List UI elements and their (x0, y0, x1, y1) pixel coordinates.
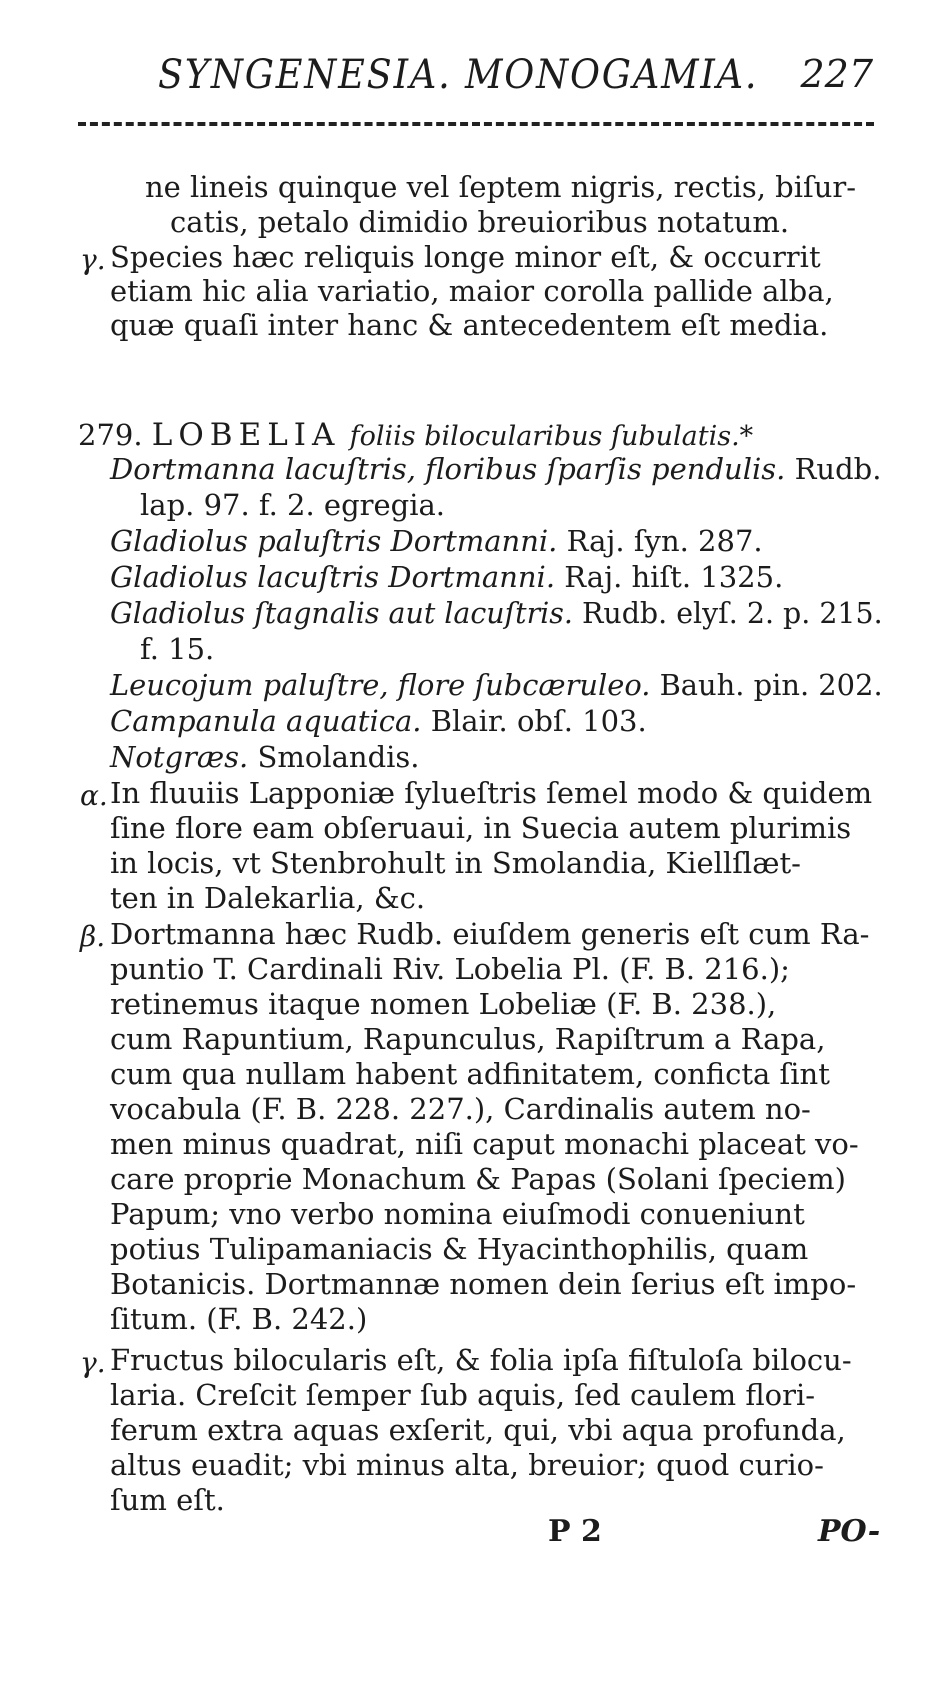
header-rule (78, 122, 874, 126)
beta-line: Papum; vno verbo nomina eiuſmodi conueniunt (110, 1197, 805, 1231)
synonym-ref: Bauh. pin. 202. (659, 668, 883, 702)
synonym-line (110, 560, 783, 594)
page-number: 227 (800, 52, 873, 96)
beta-line: retinemus itaque nomen Lobeliæ (F. B. 238.), (110, 987, 777, 1021)
beta-line: cum Rapuntium, Rapunculus, Rapiſtrum a Rapa, (110, 1022, 826, 1056)
synonym-line (110, 596, 883, 630)
gamma-line: quæ quaſi inter hanc & antecedentem eſt media. (110, 308, 829, 342)
gamma2-line: altus euadit; vbi minus alta, breuior; quod curio- (110, 1448, 824, 1482)
synonym-ref: Raj. hiſt. 1325. (564, 560, 784, 594)
intro-line: catis, petalo dimidio breuioribus notatum. (170, 205, 790, 239)
synonym-ref: Smolandis. (257, 740, 420, 774)
synonym-ref: f. 15. (140, 632, 215, 666)
synonym-line (110, 524, 763, 558)
genus-name: LOBELIA (151, 417, 341, 453)
synonym-name: Leucojum paluſtre, flore ſubcæruleo. (110, 668, 651, 702)
variety-beta-marker: β. (80, 920, 106, 953)
beta-line: potius Tulipamaniacis & Hyacinthophilis, quam (110, 1232, 809, 1266)
diagnosis: foliis bilocularibus ſubulatis.* (349, 421, 754, 452)
beta-line: Botanicis. Dortmannæ nomen dein ſerius eſt impo- (110, 1267, 857, 1301)
beta-line: puntio T. Cardinali Riv. Lobelia Pl. (F. B. 216.); (110, 952, 790, 986)
gamma2-line: Fructus bilocularis eſt, & folia ipſa fiſtuloſa bilocu- (110, 1343, 852, 1377)
beta-line: Dortmanna hæc Rudb. eiuſdem generis eſt cum Ra- (110, 917, 870, 951)
entry-heading (78, 418, 753, 454)
synonym-name: Dortmanna lacuſtris, floribus ſparſis pendulis. (110, 452, 786, 486)
synonym-ref: lap. 97. f. 2. egregia. (140, 488, 446, 522)
gamma-line: Species hæc reliquis longe minor eſt, & occurrit (110, 240, 821, 274)
entry-number: 279. (78, 418, 143, 452)
synonym-ref: Rudb. elyſ. 2. p. 215. (581, 596, 883, 630)
alpha-line: ſine flore eam obſeruaui, in Suecia autem plurimis (110, 811, 852, 845)
synonym-line (140, 488, 445, 522)
gamma2-line: ſum eſt. (110, 1483, 225, 1517)
synonym-name: Gladiolus ſtagnalis aut lacuſtris. (110, 596, 573, 630)
synonym-name: Campanula aquatica. (110, 704, 422, 738)
synonym-line (140, 632, 214, 666)
synonym-ref: Blair. obſ. 103. (430, 704, 647, 738)
variety-gamma-marker: γ. (80, 1346, 106, 1379)
alpha-line: in locis, vt Stenbrohult in Smolandia, Kiellſlæt- (110, 846, 801, 880)
alpha-line: ten in Dalekarlia, &c. (110, 881, 426, 915)
intro-line: ne lineis quinque vel ſeptem nigris, rectis, biſur- (145, 170, 857, 204)
running-title: SYNGENESIA. MONOGAMIA. (158, 52, 759, 98)
synonym-ref: Raj. ſyn. 287. (566, 524, 763, 558)
alpha-line: In fluuiis Lapponiæ ſylueſtris ſemel modo & quidem (110, 776, 873, 810)
synonym-name: Gladiolus lacuſtris Dortmanni. (110, 560, 556, 594)
variety-gamma-marker: γ. (80, 243, 106, 276)
variety-alpha-marker: α. (80, 779, 108, 812)
synonym-name: Gladiolus paluſtris Dortmanni. (110, 524, 558, 558)
synonym-name: Notgræs. (110, 740, 249, 774)
gamma-line: etiam hic alia variatio, maior corolla pallide alba, (110, 274, 834, 308)
gamma2-line: ferum extra aquas exſerit, qui, vbi aqua profunda, (110, 1413, 846, 1447)
beta-line: men minus quadrat, niſi caput monachi placeat vo- (110, 1127, 859, 1161)
synonym-line (110, 704, 647, 738)
beta-line: vocabula (F. B. 228. 227.), Cardinalis autem no- (110, 1092, 811, 1126)
synonym-line (110, 668, 883, 702)
signature-mark: P 2 (548, 1514, 602, 1549)
beta-line: care proprie Monachum & Papas (Solani ſpeciem) (110, 1162, 846, 1196)
synonym-line (110, 452, 881, 486)
synonym-ref: Rudb. (794, 452, 882, 486)
page-header (158, 52, 873, 112)
synonym-line (110, 740, 420, 774)
beta-line: ſitum. (F. B. 242.) (110, 1302, 368, 1336)
gamma2-line: laria. Creſcit ſemper ſub aquis, ſed caulem flori- (110, 1378, 816, 1412)
beta-line: cum qua nullam habent adfinitatem, conficta ſint (110, 1057, 830, 1091)
catchword: PO- (818, 1514, 881, 1549)
